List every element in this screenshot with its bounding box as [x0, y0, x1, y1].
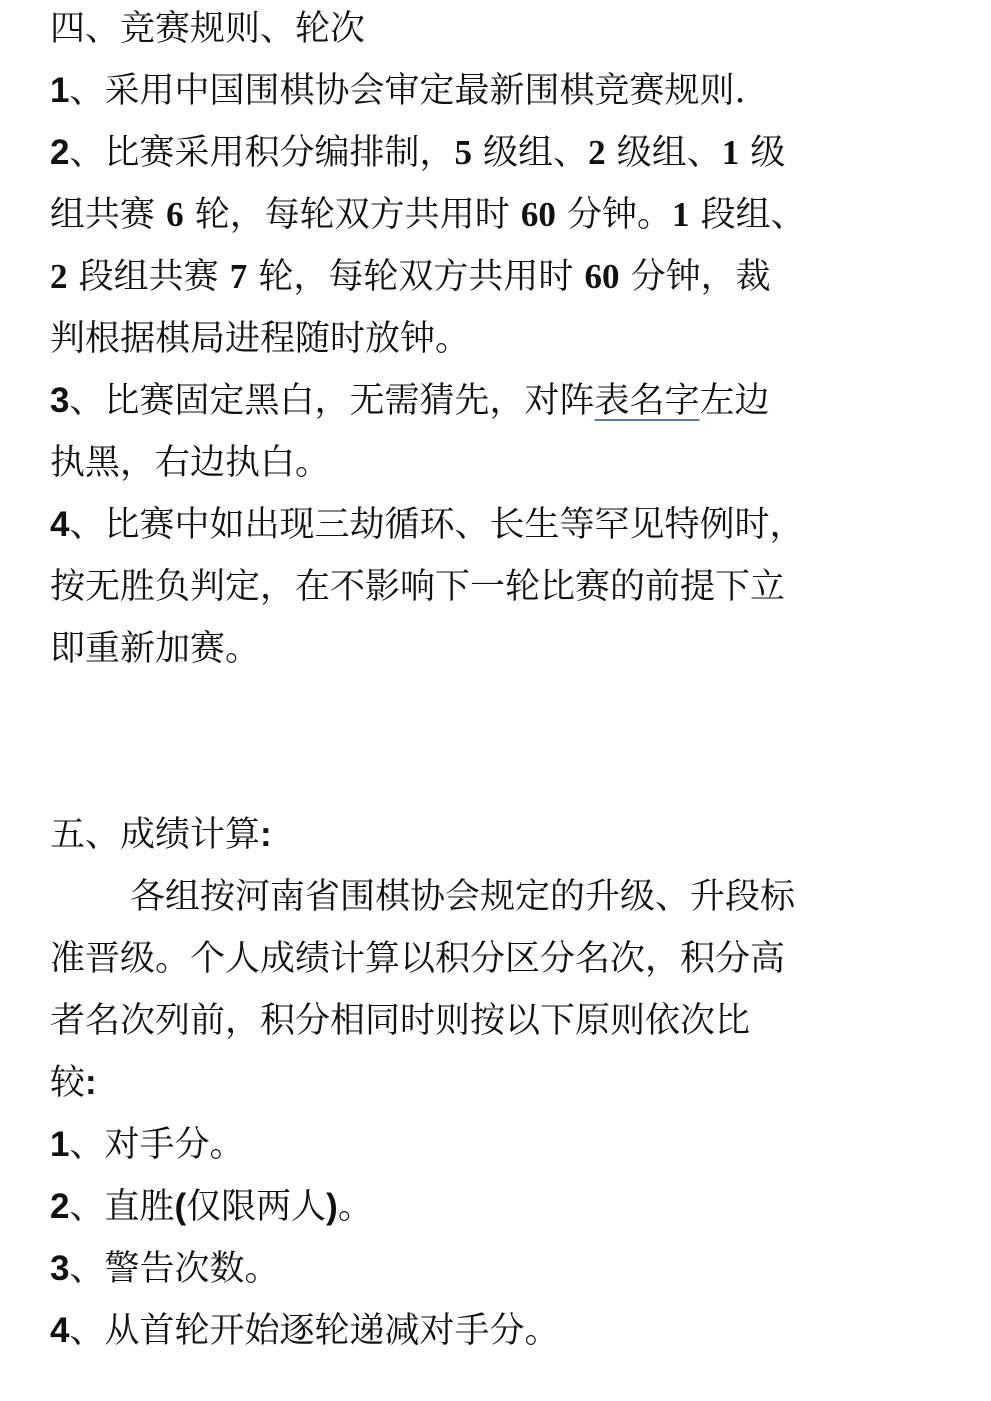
- rule-1-text: 、采用中国围棋协会审定最新围棋竞赛规则.: [69, 71, 746, 111]
- paragraph-colon: :: [85, 1063, 97, 1102]
- scoring-paragraph-line-1: [130, 872, 795, 922]
- criterion-4-number: 4: [50, 1311, 70, 1350]
- rule-3-text: 、比赛固定黑白，无需猜先，对阵: [69, 381, 595, 421]
- scoring-paragraph-text: 者名次列前，积分相同时则按以下原则依次比: [50, 1001, 751, 1041]
- criterion-2-number: 2: [50, 1187, 70, 1226]
- rule-4-text: 即重新加赛。: [50, 629, 261, 669]
- rule-3-number: 3: [50, 381, 70, 420]
- criterion-2-paren-close: ): [326, 1187, 338, 1226]
- rule-2-line-3: [50, 252, 771, 302]
- rule-1: [50, 66, 746, 116]
- rule-4-line-3: [50, 624, 260, 674]
- rule-2-text: 段组共赛: [67, 257, 230, 297]
- rule-4-line-1: [50, 500, 804, 550]
- rule-2-value: 6: [166, 195, 184, 234]
- rule-2-value: 7: [229, 257, 248, 296]
- rule-2-text: 轮，每轮双方共用时: [247, 257, 585, 297]
- rule-2-line-4: [50, 314, 470, 364]
- criterion-4-text: 、从首轮开始逐轮递减对手分。: [69, 1311, 560, 1351]
- heading-colon: :: [260, 815, 272, 854]
- scoring-paragraph-text: 准晋级。个人成绩计算以积分区分名次，积分高: [50, 939, 786, 979]
- rule-3-line-2: [50, 438, 330, 488]
- rule-2-text: 组共赛: [50, 195, 167, 235]
- rule-2-value: 1: [672, 195, 690, 234]
- rule-2-value: 2: [588, 133, 606, 172]
- section-4-heading: [50, 4, 365, 54]
- scoring-paragraph-line-3: [50, 996, 750, 1046]
- rule-2-value: 1: [721, 133, 740, 172]
- rule-3-text: 执黑，右边执白。: [50, 443, 331, 483]
- criterion-2: [50, 1182, 373, 1232]
- rule-4-text: 、比赛中如出现三劫循环、长生等罕见特例时，: [69, 505, 805, 545]
- rule-3-text: 左边: [699, 381, 770, 421]
- underlined-term: 表名字: [594, 381, 700, 421]
- rule-2-value: 60: [584, 257, 620, 296]
- criterion-1-number: 1: [50, 1125, 70, 1164]
- criterion-3: [50, 1244, 279, 1294]
- rule-3-line-1: [50, 376, 770, 426]
- rule-2-text: 级组、: [605, 133, 722, 173]
- section-5-heading: [50, 810, 272, 860]
- criterion-3-number: 3: [50, 1249, 70, 1288]
- criterion-1-text: 、对手分。: [69, 1125, 245, 1165]
- rule-2-value: 5: [454, 133, 472, 172]
- rule-2-line-2: [50, 190, 806, 240]
- rule-2-value: 60: [520, 195, 556, 234]
- rule-2-text: 判根据棋局进程随时放钟。: [50, 319, 471, 359]
- rule-4-text: 按无胜负判定，在不影响下一轮比赛的前提下立: [50, 567, 786, 607]
- scoring-paragraph-text: 各组按河南省围棋协会规定的升级、升段标: [130, 877, 796, 917]
- rule-2-line-1: [50, 128, 785, 178]
- rule-2-text: 、比赛采用积分编排制，: [69, 133, 455, 173]
- criterion-1: [50, 1120, 244, 1170]
- scoring-paragraph-text: 较: [50, 1063, 86, 1103]
- section-4-heading-text: 四、竞赛规则、轮次: [50, 9, 366, 49]
- rule-2-text: 轮，每轮双方共用时: [183, 195, 521, 235]
- rule-1-number: 1: [50, 71, 70, 110]
- criterion-4: [50, 1306, 559, 1356]
- rule-2-text: 级: [739, 133, 786, 173]
- scoring-paragraph-line-4: [50, 1058, 97, 1108]
- criterion-2-text: 仅限两人: [186, 1187, 327, 1227]
- section-5-heading-text: 五、成绩计算: [50, 815, 261, 855]
- rule-2-text: 分钟。: [555, 195, 673, 235]
- scoring-paragraph-line-2: [50, 934, 785, 984]
- rule-2-text: 段组、: [689, 195, 806, 235]
- rule-2-text: 级组、: [471, 133, 589, 173]
- rule-4-number: 4: [50, 505, 70, 544]
- criterion-2-paren-open: (: [174, 1187, 187, 1226]
- criterion-2-text: 。: [337, 1187, 373, 1227]
- criterion-3-text: 、警告次数。: [69, 1249, 280, 1289]
- rule-2-value: 2: [50, 257, 68, 296]
- rule-2-number: 2: [50, 133, 70, 172]
- criterion-2-text: 、直胜: [69, 1187, 175, 1227]
- rule-4-line-2: [50, 562, 785, 612]
- rule-2-text: 分钟，裁: [619, 257, 771, 297]
